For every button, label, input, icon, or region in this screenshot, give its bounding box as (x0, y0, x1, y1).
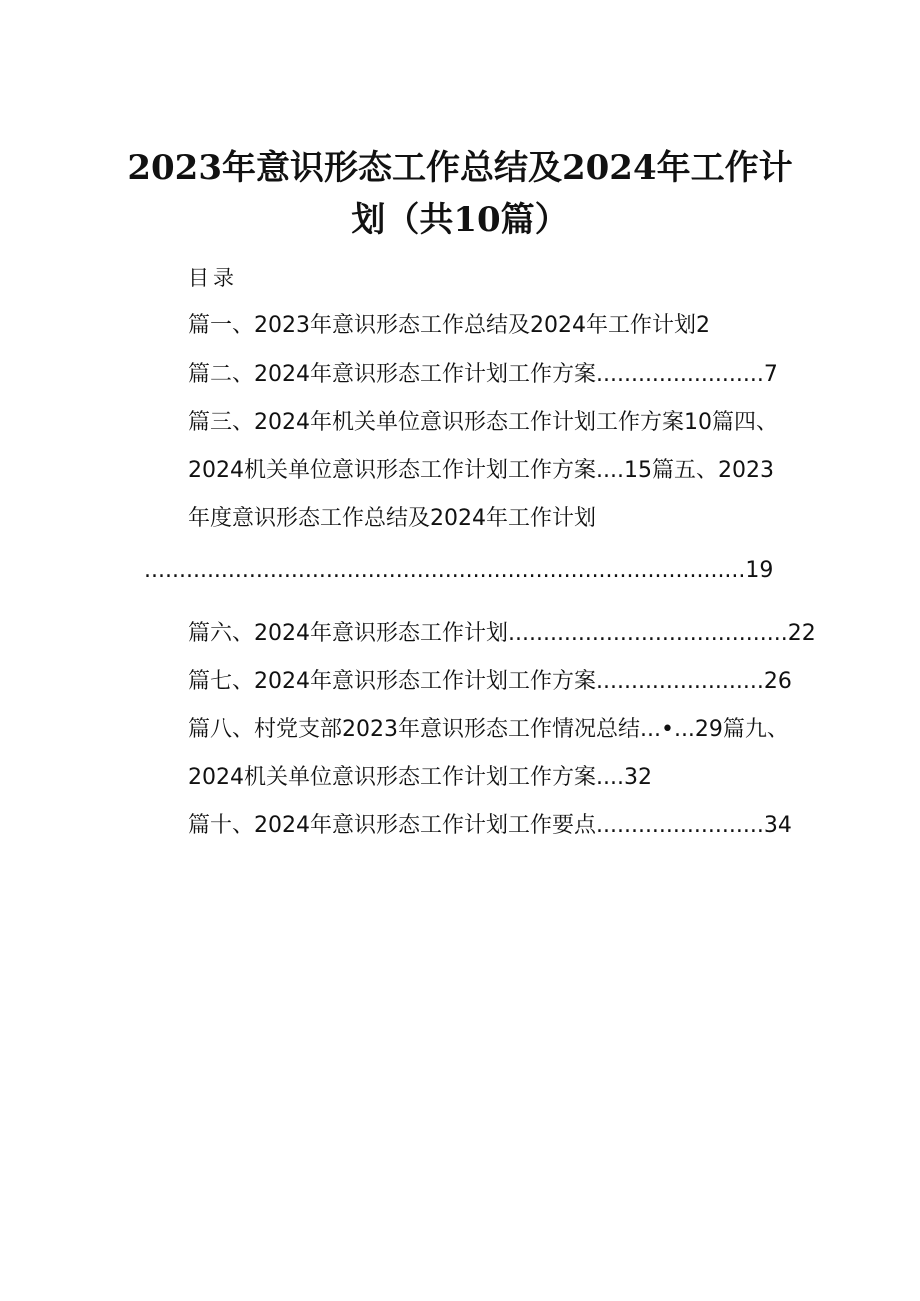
toc-entry-4[interactable]: 2024机关单位意识形态工作计划工作方案....15篇五、2023 (188, 458, 774, 483)
title-line-2: 划（共10篇） (351, 200, 569, 240)
toc-entry-1[interactable]: 篇一、2023年意识形态工作总结及2024年工作计划2 (188, 313, 710, 338)
title-line-1: 2023年意识形态工作总结及2024年工作计 (127, 148, 793, 188)
toc-entry-2[interactable]: 篇二、2024年意识形态工作计划工作方案........................7 (188, 362, 778, 387)
toc-entry-5-leader[interactable]: ......................................................................................19 (144, 558, 774, 583)
toc-entry-10[interactable]: 篇十、2024年意识形态工作计划工作要点........................34 (188, 813, 792, 838)
toc-heading: 目录 (188, 266, 238, 290)
toc-entry-8[interactable]: 篇八、村党支部2023年意识形态工作情况总结...•...29篇九、 (188, 717, 789, 742)
toc-entry-9[interactable]: 2024机关单位意识形态工作计划工作方案....32 (188, 765, 652, 790)
toc-entry-7[interactable]: 篇七、2024年意识形态工作计划工作方案........................26 (188, 669, 792, 694)
toc-entry-5[interactable]: 年度意识形态工作总结及2024年工作计划 (188, 506, 596, 531)
toc-entry-6[interactable]: 篇六、2024年意识形态工作计划........................................22 (188, 621, 816, 646)
document-title (120, 142, 800, 246)
toc-entry-3[interactable]: 篇三、2024年机关单位意识形态工作计划工作方案10篇四、 (188, 410, 778, 435)
